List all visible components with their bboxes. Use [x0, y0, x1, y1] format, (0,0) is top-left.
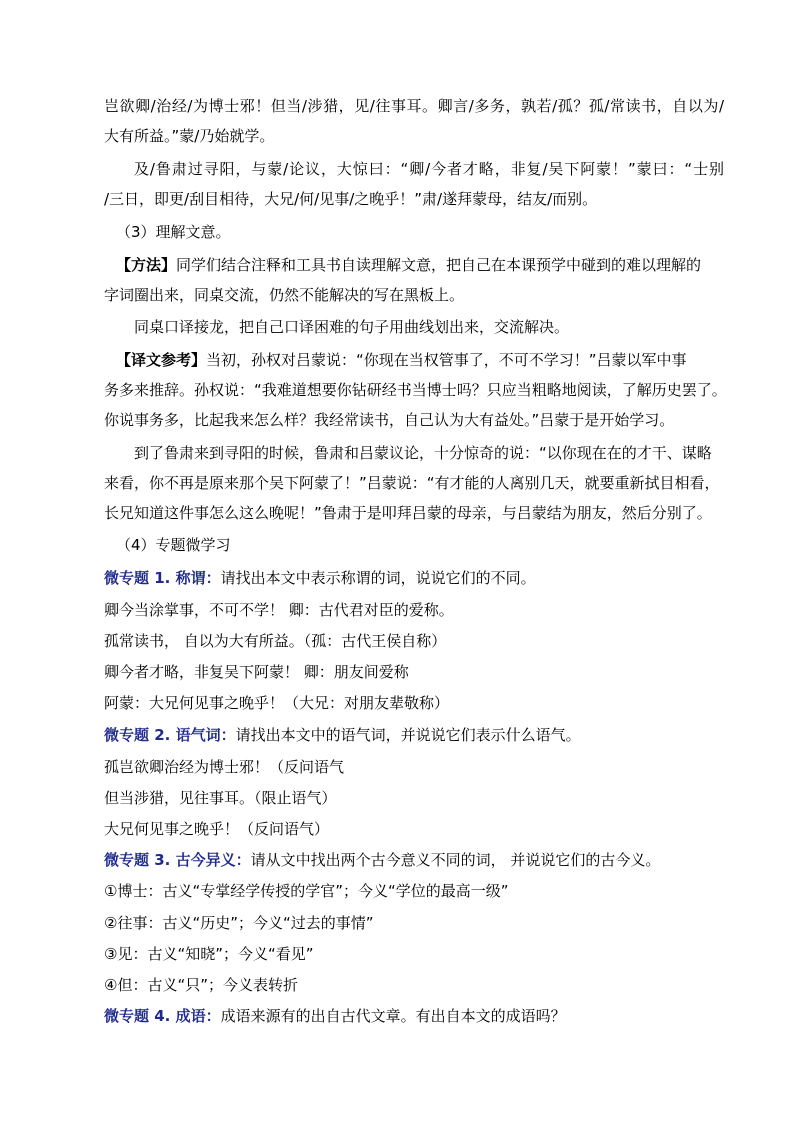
line-text: 大有所益。”蒙/乃始就学。 [104, 127, 275, 145]
translation-label: 【译文参考】 [116, 351, 207, 369]
text-line [104, 285, 724, 305]
text-line [104, 662, 724, 682]
topic-line [104, 725, 724, 745]
text-line [104, 975, 724, 995]
section-heading [116, 535, 736, 555]
line-text: ①博士：古义“专掌经学传授的学官”；今义“学位的最高一级” [104, 882, 509, 900]
line-text: 孤常读书， 自以为大有所益。（孤：古代王侯自称） [104, 632, 447, 650]
text-line [104, 126, 724, 146]
text-line [104, 503, 724, 523]
line-text: 长兄知道这件事怎么这么晚呢！”鲁肃于是叩拜吕蒙的母亲，与吕蒙结为朋友，然后分别了。 [104, 504, 712, 522]
text-line [104, 757, 724, 777]
line-text: 孤岂欲卿治经为博士邪！（反问语气 [104, 758, 345, 776]
topic-line [104, 1006, 724, 1026]
line-text: ②往事：古义“历史”；今义“过去的事情” [104, 914, 374, 932]
line-text: 同学们结合注释和工具书自读理解文意，把自己在本课预学中碰到的难以理解的 [176, 256, 702, 274]
topic-label: 微专题 1. 称谓： [104, 569, 221, 587]
line-text: 请从文中找出两个古今意义不同的词， 并说说它们的古今义。 [250, 851, 661, 869]
text-line [104, 881, 724, 901]
line-text: ④但：古义“只”；今义表转折 [104, 976, 298, 994]
method-label: 【方法】 [116, 256, 177, 274]
text-line [104, 600, 724, 620]
text-line [104, 410, 724, 430]
line-text: 岂欲卿/治经/为博士邪！但当/涉猎，见/往事耳。卿言/多务，孰若/孤？孤/常读书，自以为/ [104, 97, 724, 115]
line-text: 阿蒙：大兄何见事之晚乎！（大兄：对朋友辈敬称） [104, 694, 450, 712]
text-line [104, 693, 724, 713]
text-line [134, 317, 754, 337]
line-text: 卿今当涂掌事，不可不学！ 卿：古代君对臣的爱称。 [104, 601, 454, 619]
text-line [104, 189, 724, 209]
text-line [104, 96, 724, 116]
topic-line [104, 850, 724, 870]
line-text: 但当涉猎，见往事耳。（限止语气） [104, 789, 337, 807]
line-text: /三日，即更/刮目相待，大兄/何/见事/之晚乎！”肃/遂拜蒙母，结友/而别。 [104, 190, 598, 208]
text-line [116, 255, 724, 275]
line-text: ③见：古义“知晓”；今义“看见” [104, 945, 314, 963]
text-line [104, 788, 724, 808]
topic-label: 微专题 3. 古今异义： [104, 851, 251, 869]
line-text: 请找出本文中表示称谓的词，说说它们的不同。 [220, 569, 536, 587]
text-line [104, 473, 724, 493]
line-text: （3）理解文意。 [116, 223, 231, 241]
line-text: 字词圈出来，同桌交流，仍然不能解决的写在黑板上。 [104, 286, 465, 304]
text-line [134, 443, 754, 463]
text-line [134, 159, 724, 179]
line-text: 务多来推辞。孙权说：“我难道想要你钻研经书当博士吗？只应当粗略地阅读，了解历史罢了。 [104, 381, 727, 399]
topic-line [104, 568, 724, 588]
line-text: （4）专题微学习 [116, 536, 231, 554]
line-text: 当初，孙权对吕蒙说：“你现在当权管事了，不可不学习！”吕蒙以军中事 [206, 351, 687, 369]
text-line [116, 350, 724, 370]
line-text: 大兄何见事之晚乎！（反问语气） [104, 820, 330, 838]
line-text: 同桌口译接龙，把自己口译困难的句子用曲线划出来，交流解决。 [134, 318, 570, 336]
text-line [104, 944, 724, 964]
text-line [104, 913, 724, 933]
line-text: 及/鲁肃过寻阳，与蒙/论议，大惊曰：“卿/今者才略，非复/吴下阿蒙！”蒙曰：“士别 [134, 160, 724, 178]
line-text: 请找出本文中的语气词，并说说它们表示什么语气。 [235, 726, 581, 744]
text-line [104, 631, 724, 651]
line-text: 你说事务多，比起我来怎么样？我经常读书，自己认为大有益处。”吕蒙于是开始学习。 [104, 411, 675, 429]
line-text: 成语来源有的出自古代文章。有出自本文的成语吗？ [220, 1007, 566, 1025]
topic-label: 微专题 4. 成语： [104, 1007, 221, 1025]
line-text: 来看，你不再是原来那个吴下阿蒙了！”吕蒙说：“有才能的人离别几天，就要重新拭目相看， [104, 474, 720, 492]
text-line [104, 380, 727, 400]
section-heading [116, 222, 736, 242]
line-text: 卿今者才略，非复吴下阿蒙！ 卿：朋友间爱称 [104, 663, 409, 681]
line-text: 到了鲁肃来到寻阳的时候，鲁肃和吕蒙议论，十分惊奇的说：“以你现在在的才干、谋略 [134, 444, 712, 462]
topic-label: 微专题 2. 语气词： [104, 726, 236, 744]
text-line [104, 819, 724, 839]
